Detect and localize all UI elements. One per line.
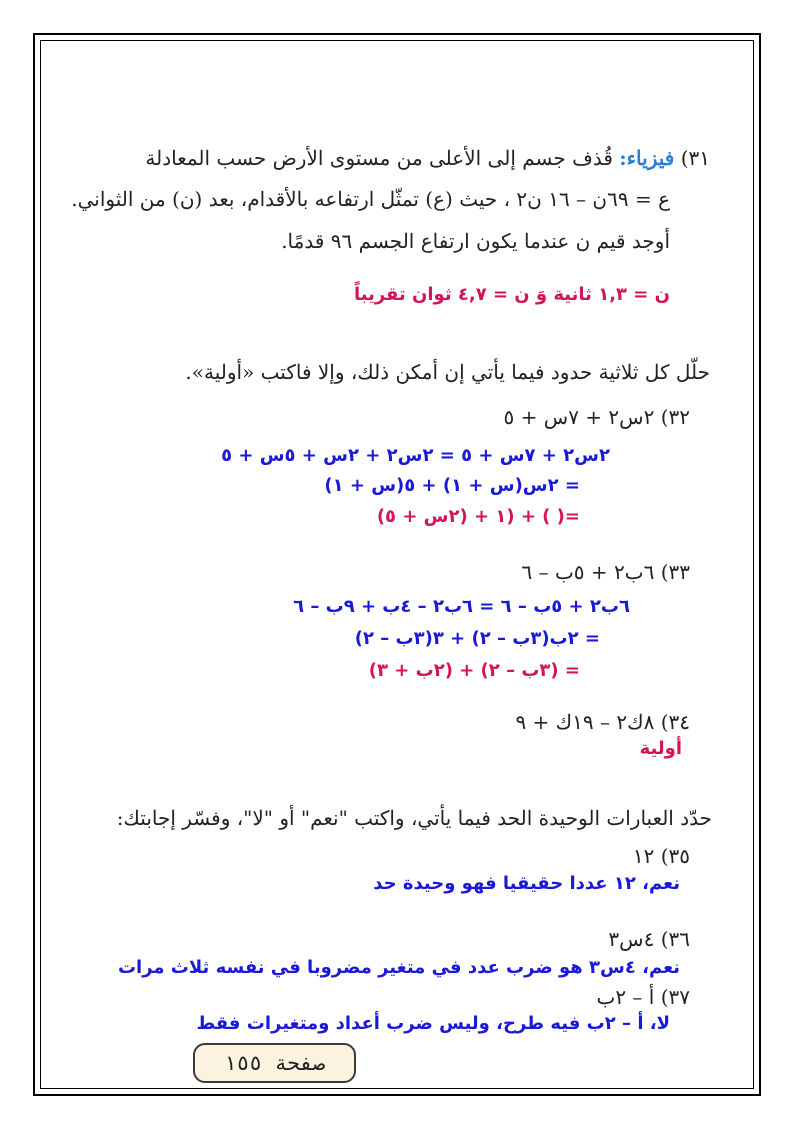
p35-answer: نعم، ١٢ عددا حقيقيا فهو وحيدة حد — [373, 873, 680, 894]
p33-step2: = ٢ب(٣ب – ٢) + ٣(٣ب – ٢) — [354, 628, 600, 649]
section1-instruction: حلّل كل ثلاثية حدود فيما يأتي إن أمكن ذلك، وإلا فاكتب «أولية». — [185, 360, 710, 384]
p31-number: ٣١) — [680, 146, 710, 170]
p31-line1 — [145, 146, 710, 170]
p32-step3: =( ) + (١ + (٢س + ٥) — [376, 506, 580, 527]
p33-step3: = (٣ب – ٢) + (٢ب + ٣) — [368, 660, 580, 681]
p32-step2: = ٢س(س + ١) + ٥(س + ١) — [324, 475, 580, 496]
p32-step1: ٢س٢ + ٧س + ٥ = ٢س٢ + ٢س + ٥س + ٥ — [221, 445, 610, 466]
p37-answer: لا، أ – ٢ب فيه طرح، وليس ضرب أعداد ومتغيرات فقط — [196, 1013, 670, 1034]
physics-tag: فيزياء: — [619, 146, 675, 170]
p31-line3: أوجد قيم ن عندما يكون ارتفاع الجسم ٩٦ قدمًا. — [281, 229, 670, 253]
p33-question: ٣٣) ٦ب٢ + ٥ب – ٦ — [521, 560, 690, 584]
p31-answer: ن = ١,٣ ثانية وَ ن = ٤,٧ ثوان تقريباً — [353, 284, 670, 305]
p35-question: ٣٥) ١٢ — [632, 844, 690, 868]
p32-question: ٣٢) ٢س٢ + ٧س + ٥ — [503, 405, 690, 429]
p31-line1-text: قُذف جسم إلى الأعلى من مستوى الأرض حسب المعادلة — [145, 146, 613, 170]
page-number-label: صفحة ١٥٥ — [223, 1051, 326, 1075]
p34-answer: أولية — [639, 738, 682, 759]
page-number-box — [193, 1043, 356, 1083]
p31-line2: ع = ٦٩ن – ١٦ ن٢ ، حيث (ع) تمثّل ارتفاعه بالأقدام، بعد (ن) من الثواني. — [71, 187, 670, 211]
p37-question: ٣٧) أ – ٢ب — [596, 985, 690, 1009]
section2-instruction: حدّد العبارات الوحيدة الحد فيما يأتي، واكتب "نعم" أو "لا"، وفسّر إجابتك: — [116, 806, 712, 830]
p36-answer: نعم، ٤س٣ هو ضرب عدد في متغير مضروبا في نفسه ثلاث مرات — [117, 957, 680, 978]
p33-step1: ٦ب٢ + ٥ب – ٦ = ٦ب٢ – ٤ب + ٩ب – ٦ — [293, 596, 630, 617]
p36-question: ٣٦) ٤س٣ — [608, 927, 690, 951]
p34-question: ٣٤) ٨ك٢ – ١٩ك + ٩ — [515, 710, 690, 734]
